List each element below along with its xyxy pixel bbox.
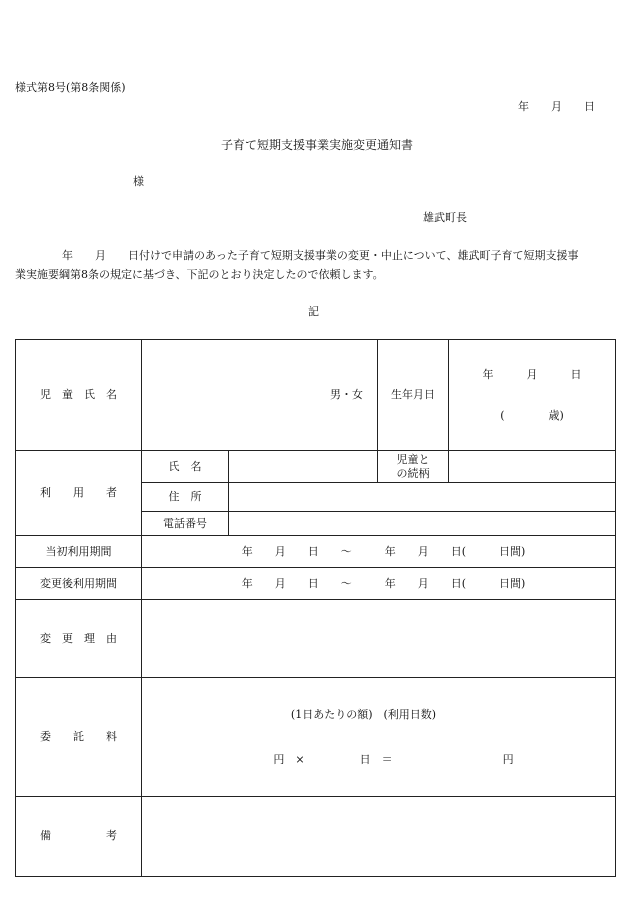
user-label: 利 用 者	[16, 451, 142, 536]
changed-period-value: 年 月 日 ～ 年 月 日( 日間)	[241, 576, 526, 590]
notification-form-table	[15, 339, 616, 877]
relation-field[interactable]	[449, 451, 616, 483]
commission-fee-label: 委 託 料	[16, 678, 142, 797]
fee-formula: 円 × 日 ＝ 円	[273, 752, 514, 766]
document-date: 年 月 日	[518, 100, 595, 113]
remarks-field[interactable]	[142, 796, 616, 876]
gender-options: 男・女	[330, 388, 363, 402]
relation-label: 児童と の続柄	[378, 451, 449, 483]
commission-fee-field[interactable]	[142, 678, 616, 797]
body-text-line-2: 業実施要綱第8条の規定に基づき、下記のとおり決定したので依頼します。	[15, 268, 384, 281]
document-title: 子育て短期支援事業実施変更通知書	[221, 138, 414, 152]
birth-date-field[interactable]	[449, 340, 616, 451]
user-name-field[interactable]	[229, 451, 378, 483]
addressee-suffix: 様	[133, 175, 144, 188]
age-value: ( 歳)	[500, 408, 564, 422]
birth-date-value: 年 月 日	[482, 367, 582, 381]
issuer-name: 雄武町長	[423, 211, 467, 224]
user-name-label: 氏 名	[142, 451, 229, 483]
user-address-field[interactable]	[229, 483, 616, 512]
initial-period-value: 年 月 日 ～ 年 月 日( 日間)	[241, 544, 526, 558]
change-reason-field[interactable]	[142, 600, 616, 678]
child-name-label: 児 童 氏 名	[16, 340, 142, 451]
form-number: 様式第8号(第8条関係)	[15, 81, 126, 94]
ki-heading: 記	[308, 305, 319, 318]
change-reason-label: 変 更 理 由	[16, 600, 142, 678]
initial-period-field[interactable]	[142, 536, 616, 568]
birth-date-label: 生年月日	[378, 340, 449, 451]
gender-field[interactable]	[142, 340, 378, 451]
user-address-label: 住 所	[142, 483, 229, 512]
body-text-line-1: 年 月 日付けで申請のあった子育て短期支援事業の変更・中止について、雄武町子育て短期支援事	[62, 249, 579, 262]
initial-period-label: 当初利用期間	[16, 536, 142, 568]
user-phone-label: 電話番号	[142, 512, 229, 536]
fee-header: (1日あたりの額) (利用日数)	[290, 707, 437, 721]
changed-period-label: 変更後利用期間	[16, 568, 142, 600]
user-phone-field[interactable]	[229, 512, 616, 536]
remarks-label: 備 考	[16, 796, 142, 876]
changed-period-field[interactable]	[142, 568, 616, 600]
